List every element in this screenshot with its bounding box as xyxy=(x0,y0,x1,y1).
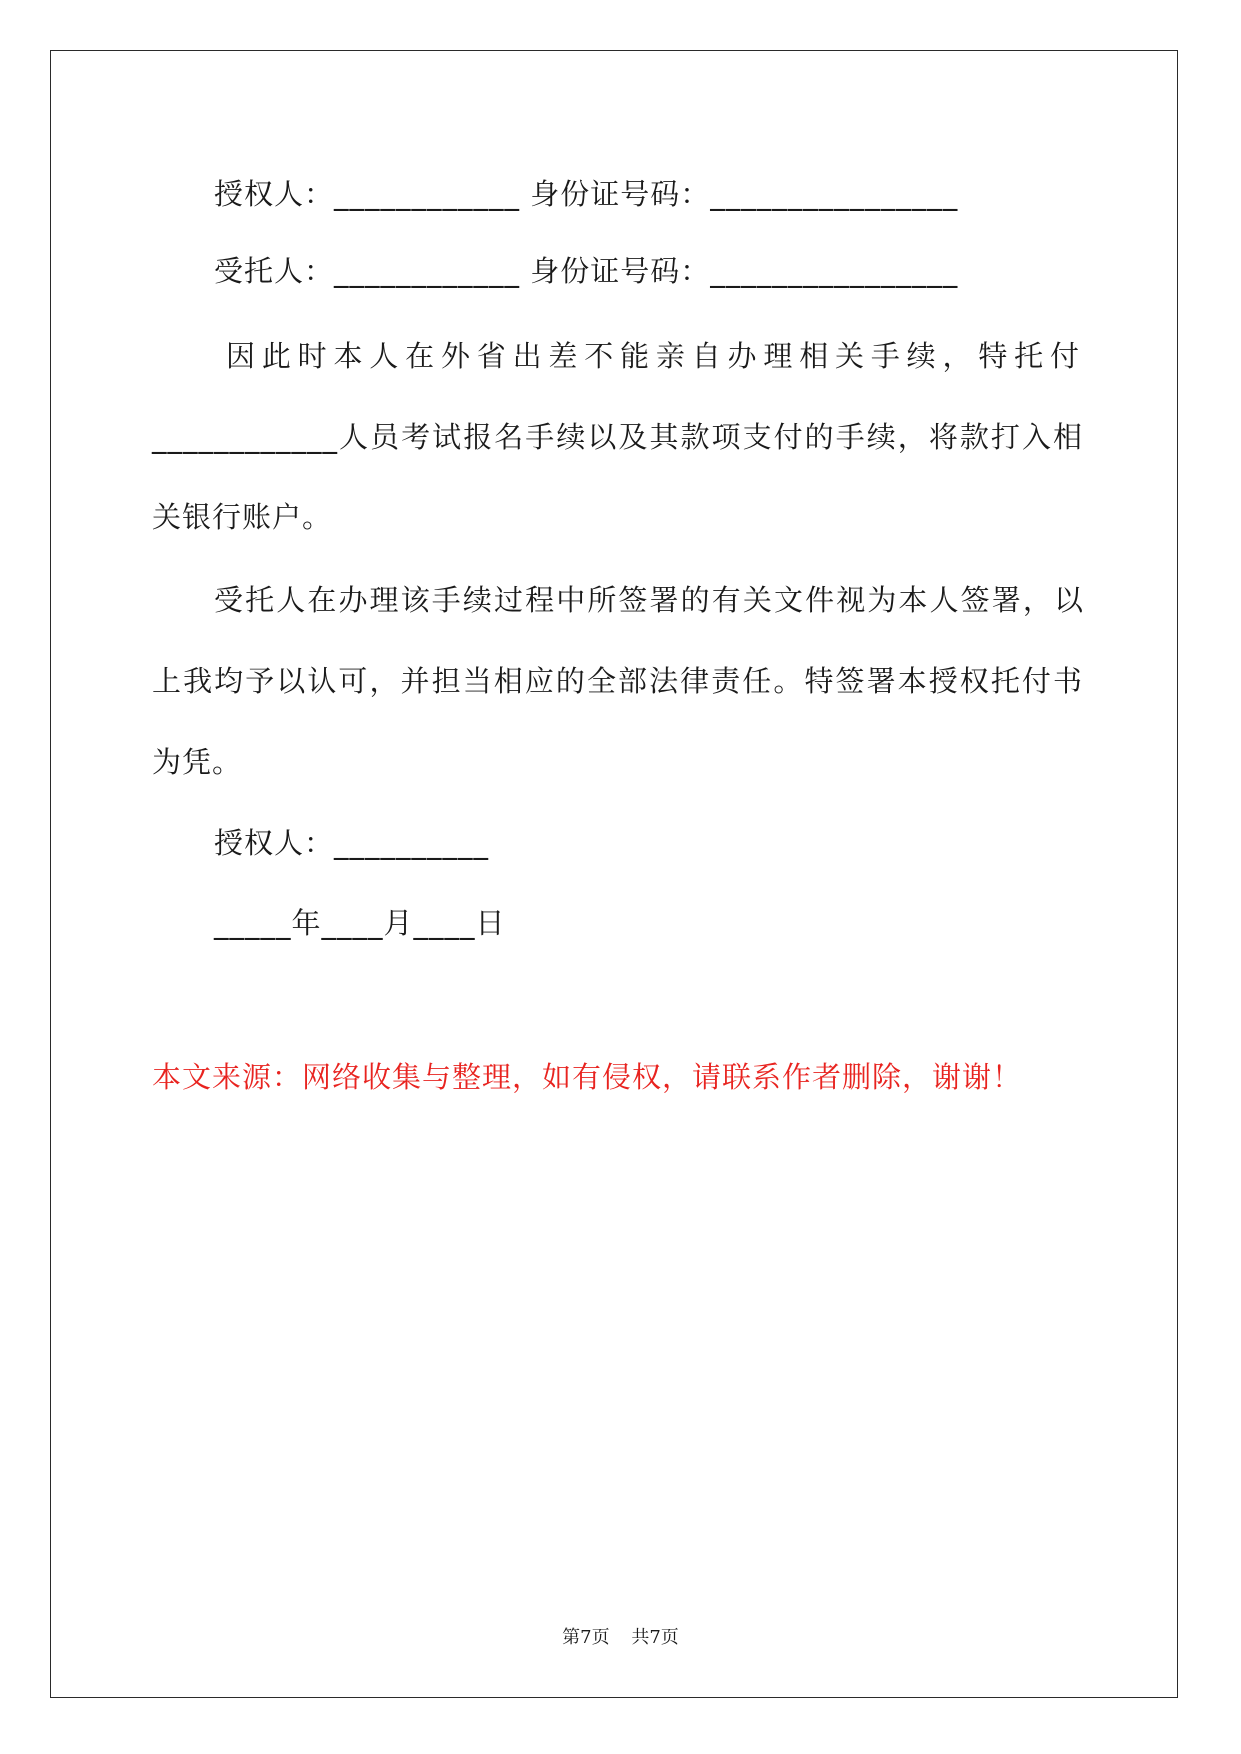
page-number: 第7页 xyxy=(562,1627,610,1648)
page-total: 共7页 xyxy=(631,1627,679,1648)
page-border xyxy=(50,50,1178,1698)
date-line: _____年____月____日 xyxy=(214,906,506,940)
paragraph-1-line-2: ____________人员考试报名手续以及其款项支付的手续，将款打入相 xyxy=(152,420,1083,454)
page-footer xyxy=(0,1626,1241,1650)
paragraph-2-line-3: 为凭。 xyxy=(152,745,243,779)
paragraph-1-line-1: 因此时本人在外省出差不能亲自办理相关手续，特托付 xyxy=(226,339,1085,373)
grantor-id-line: 授权人：____________ 身份证号码：________________ xyxy=(214,177,959,211)
paragraph-1-line-3: 关银行账户。 xyxy=(152,500,333,534)
source-note: 本文来源：网络收集与整理，如有侵权，请联系作者删除，谢谢！ xyxy=(152,1060,1023,1094)
paragraph-2-line-1: 受托人在办理该手续过程中所签署的有关文件视为本人签署，以 xyxy=(214,583,1084,617)
signature-line: 授权人：__________ xyxy=(214,826,490,860)
paragraph-2-line-2: 上我均予以认可，并担当相应的全部法律责任。特签署本授权托付书 xyxy=(152,664,1083,698)
agent-id-line: 受托人：____________ 身份证号码：________________ xyxy=(214,254,959,288)
